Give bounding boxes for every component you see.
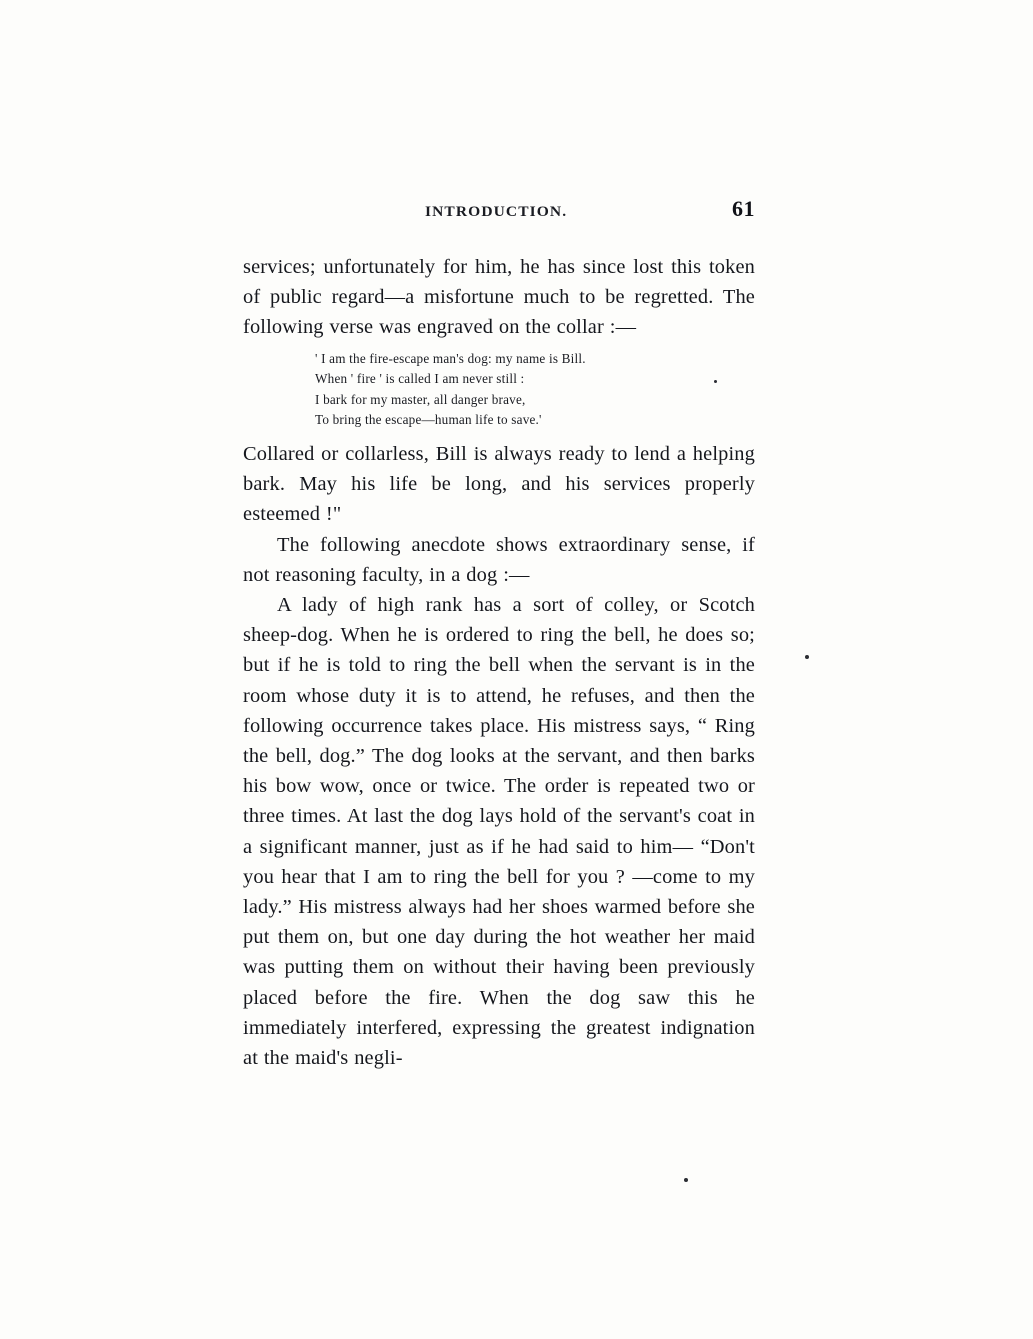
ink-speck <box>684 1178 688 1182</box>
verse-line-4: To bring the escape—human life to save.' <box>315 412 542 428</box>
page-content <box>243 196 755 1073</box>
page-number: 61 <box>732 196 755 221</box>
running-head <box>243 196 755 222</box>
paragraph-1: services; unfortunately for him, he has since lost this token of public regard—a misfortune much to be regretted. The following verse was engraved on the collar :— <box>243 256 755 339</box>
paragraph-4: A lady of high rank has a sort of colley, or Scotch sheep-dog. When he is ordered to ring the bell, he does so; but if he is told to ring the bell when the servant is in the room whose duty it is to attend, he refuses, and then the following occurrence takes place. His mistress says, “ Ring the bell, dog.” The dog looks at the servant, and then barks his bow wow, once or twice. The order is repeated two or three times. At last the dog lays hold of the servant's coat in a significant manner, just as if he had said to him— “Don't you hear that I am to ring the bell for you ? —come to my lady.” His mistress always had her shoes warmed before she put them on, but one day during the hot weather her maid was putting them on without their having been previously placed before the fire. When the dog saw this he immediately interfered, expressing the greatest indignation at the maid's negli- <box>243 594 755 1070</box>
verse-line-1: ' I am the fire-escape man's dog: my name is Bill. <box>315 350 586 366</box>
verse-line-2: When ' fire ' is called I am never still : <box>315 371 525 387</box>
verse-block <box>243 349 755 431</box>
paragraph-2: Collared or collarless, Bill is always ready to lend a helping bark. May his life be long, and his services properly esteemed !" <box>243 442 755 526</box>
running-head-title: INTRODUCTION. <box>425 203 568 220</box>
paragraph-3: The following anecdote shows extraordinary sense, if not reasoning faculty, in a dog :— <box>243 533 755 586</box>
ink-speck <box>805 655 809 659</box>
verse-line-3: I bark for my master, all danger brave, <box>315 391 526 407</box>
